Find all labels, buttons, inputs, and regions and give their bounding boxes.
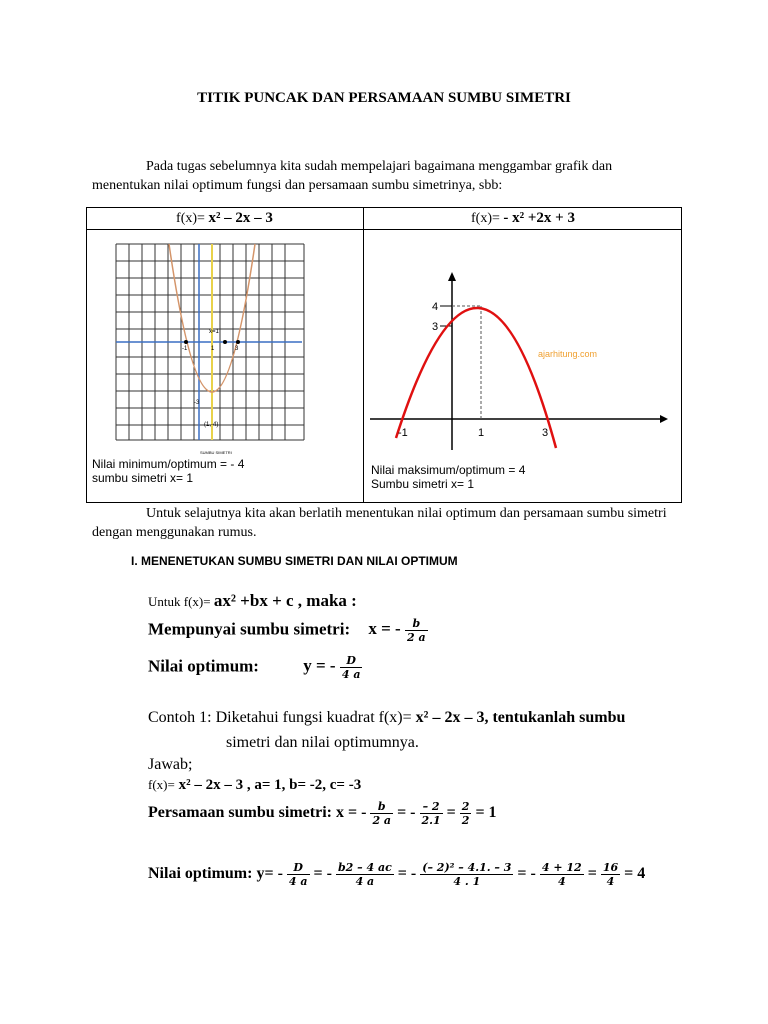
- ex-o-eq3: = -: [397, 865, 417, 883]
- ex-o-frac5: [601, 861, 620, 888]
- jawab-label: Jawab;: [148, 756, 193, 773]
- example-intro: Contoh 1: Diketahui fungsi kuadrat f(x)=: [148, 709, 412, 726]
- formula-untuk: Untuk f(x)=: [148, 594, 211, 609]
- ex-s-frac1: [370, 800, 393, 827]
- ex-o-f3-den: 4 . 1: [453, 875, 481, 888]
- ex-o-f2-num: b2 – 4 ac: [337, 861, 392, 874]
- left-caption-optimum: Nilai minimum/optimum = - 4: [92, 457, 245, 471]
- optimum-num: D: [340, 654, 363, 668]
- example-sumbu: [148, 800, 497, 827]
- ex-s-f1-num: b: [370, 800, 393, 814]
- ex-s-eq3: =: [446, 804, 456, 822]
- label-neg1: -1: [182, 346, 188, 352]
- ex-s-f2-den: 2.1: [421, 814, 441, 827]
- x-axis-arrow: [660, 415, 668, 423]
- ex-s-f3-num: 2: [461, 800, 470, 813]
- example-line1: [148, 709, 625, 727]
- ex-o-f5-num: 16: [602, 861, 619, 874]
- formula-intro: [148, 591, 357, 611]
- ex-s-f1-den: 2 a: [372, 814, 392, 827]
- sumbu-num: b: [405, 617, 428, 631]
- sumbu-label: Mempunyai sumbu simetri:: [148, 619, 351, 639]
- ex-sumbu-label: Persamaan sumbu simetri: x = -: [148, 804, 367, 822]
- section-heading: I. MENENETUKAN SUMBU SIMETRI DAN NILAI OPTIMUM: [131, 554, 458, 568]
- root-point-left: [184, 340, 188, 344]
- right-parabola-graph: [368, 268, 674, 452]
- right-header-expr: - x² +2x + 3: [503, 210, 575, 226]
- fx-prefix: f(x)=: [148, 777, 175, 792]
- label-y3: 3: [432, 321, 439, 333]
- ex-o-eq2: = -: [313, 865, 332, 883]
- ex-o-f3-num: (– 2)² – 4.1. – 3: [422, 861, 512, 874]
- table-header-line: [86, 229, 682, 230]
- label-y4: 4: [432, 301, 439, 313]
- ex-s-frac3: [460, 800, 472, 827]
- left-caption-axis: sumbu simetri x= 1: [92, 471, 194, 485]
- ex-opt-label: Nilai optimum: y= -: [148, 865, 283, 883]
- label-three: 3: [235, 346, 239, 352]
- ex-o-result: = 4: [624, 865, 646, 883]
- y-axis-arrow: [448, 272, 456, 281]
- ex-o-f5-den: 4: [606, 875, 615, 888]
- formula-general: ax² +bx + c , maka :: [213, 591, 357, 610]
- ex-o-f1-num: D: [287, 861, 310, 875]
- formula-optimum: [148, 654, 362, 681]
- left-caption: [92, 457, 244, 485]
- ex-s-result: = 1: [475, 804, 497, 822]
- optimum-lhs: y = -: [303, 656, 336, 676]
- label-x1: x=1: [209, 329, 219, 335]
- axis-point: [223, 340, 227, 344]
- ex-o-eq4: = -: [517, 865, 536, 883]
- right-caption: [371, 463, 525, 491]
- continuation-text: Untuk selajutnya kita akan berlatih menentukan nilai optimum dan persamaan sumbu simetri dengan menggunakan rumus.: [92, 506, 667, 540]
- example-task: tentukanlah sumbu: [492, 709, 626, 726]
- ex-o-f1-den: 4 a: [288, 875, 308, 888]
- ex-s-frac2: [420, 800, 443, 827]
- intro-text: Pada tugas sebelumnya kita sudah mempelajari bagaimana menggambar grafik dan menentukan nilai optimum fungsi dan persamaan sumbu simetrinya, sbb:: [92, 159, 613, 193]
- right-caption-optimum: Nilai maksimum/optimum = 4: [371, 463, 526, 477]
- ex-o-frac1: [287, 861, 310, 888]
- example-fx: [148, 777, 361, 794]
- ex-o-f4-den: 4: [557, 875, 566, 888]
- watermark: ajarhitung.com: [538, 349, 598, 359]
- parabola-curve: [396, 308, 556, 448]
- example-optimum: [148, 861, 645, 888]
- table-divider: [363, 207, 364, 503]
- sumbu-fraction: [405, 617, 428, 644]
- ex-s-eq2: = -: [397, 804, 416, 822]
- left-header-expr: x² – 2x – 3: [208, 210, 273, 226]
- label-x3: 3: [542, 427, 549, 439]
- sumbu-lhs: x = -: [368, 619, 401, 639]
- ex-o-frac3: [420, 861, 513, 888]
- continuation-paragraph: [92, 504, 672, 542]
- example-line2: simetri dan nilai optimumnya.: [226, 734, 419, 751]
- graph-caption: SUMBU SIMETRI: [200, 450, 232, 455]
- left-header: [86, 210, 363, 227]
- label-one: 1: [211, 346, 215, 352]
- left-header-prefix: f(x)=: [176, 211, 205, 226]
- optimum-label: Nilai optimum:: [148, 656, 259, 676]
- optimum-den: 4 a: [341, 668, 361, 681]
- left-parabola-graph: [112, 240, 308, 458]
- fx-expr: x² – 2x – 3 , a= 1, b= -2, c= -3: [178, 777, 362, 793]
- label-x1: 1: [478, 427, 485, 439]
- ex-o-f4-num: 4 + 12: [541, 861, 582, 874]
- right-header: [364, 210, 682, 227]
- right-caption-axis: Sumbu simetri x= 1: [371, 477, 475, 491]
- label-vertex: (1,-4): [204, 422, 219, 428]
- ex-o-frac4: [540, 861, 584, 888]
- page-title: TITIK PUNCAK DAN PERSAMAAN SUMBU SIMETRI: [197, 90, 571, 106]
- ex-s-f2-num: – 2: [420, 800, 443, 814]
- example-function: x² – 2x – 3,: [415, 709, 489, 726]
- ex-o-eq5: =: [587, 865, 597, 883]
- optimum-fraction: [340, 654, 363, 681]
- ex-o-f2-den: 4 a: [355, 875, 375, 888]
- intro-paragraph: [92, 157, 672, 195]
- right-header-prefix: f(x)=: [471, 211, 500, 226]
- label-neg3: -3: [194, 400, 200, 406]
- ex-o-frac2: [336, 861, 394, 888]
- ex-s-f3-den: 2: [461, 814, 470, 827]
- root-point-right: [236, 340, 240, 344]
- label-xm1: -1: [398, 427, 408, 439]
- sumbu-den: 2 a: [406, 631, 426, 644]
- formula-sumbu: [148, 617, 428, 644]
